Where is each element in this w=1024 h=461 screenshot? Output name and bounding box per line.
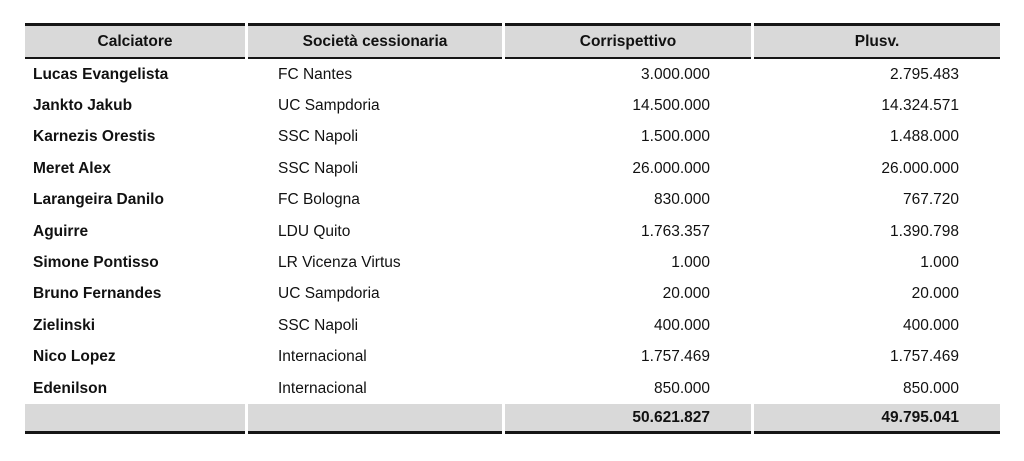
player-name: Lucas Evangelista: [25, 59, 245, 90]
table-row: [25, 59, 1000, 90]
gain-value: 1.390.798: [754, 216, 1000, 247]
player-name: Jankto Jakub: [25, 90, 245, 121]
player-name: Simone Pontisso: [25, 247, 245, 278]
gain-value: 400.000: [754, 310, 1000, 341]
club-name: Internacional: [248, 373, 502, 404]
table-total-row: [25, 404, 1000, 434]
table-row: [25, 247, 1000, 278]
table-body: [25, 59, 1000, 404]
gain-value: 850.000: [754, 373, 1000, 404]
fee-value: 14.500.000: [505, 90, 751, 121]
club-name: FC Bologna: [248, 185, 502, 216]
table-row: [25, 216, 1000, 247]
club-name: LR Vicenza Virtus: [248, 247, 502, 278]
fee-value: 1.757.469: [505, 342, 751, 373]
player-sales-table: [25, 23, 1000, 434]
player-name: Bruno Fernandes: [25, 279, 245, 310]
fee-value: 26.000.000: [505, 153, 751, 184]
fee-value: 1.500.000: [505, 122, 751, 153]
player-name: Aguirre: [25, 216, 245, 247]
gain-value: 1.488.000: [754, 122, 1000, 153]
club-name: SSC Napoli: [248, 310, 502, 341]
fee-value: 3.000.000: [505, 59, 751, 90]
total-empty-player-cell: [25, 404, 245, 434]
player-name: Zielinski: [25, 310, 245, 341]
table-row: [25, 185, 1000, 216]
fee-value: 1.763.357: [505, 216, 751, 247]
fee-value: 400.000: [505, 310, 751, 341]
total-empty-club-cell: [248, 404, 502, 434]
table-row: [25, 90, 1000, 121]
gain-value: 14.324.571: [754, 90, 1000, 121]
player-name: Meret Alex: [25, 153, 245, 184]
column-header-calciatore: Calciatore: [25, 23, 245, 59]
player-name: Edenilson: [25, 373, 245, 404]
club-name: UC Sampdoria: [248, 90, 502, 121]
gain-value: 767.720: [754, 185, 1000, 216]
gain-value: 26.000.000: [754, 153, 1000, 184]
club-name: Internacional: [248, 342, 502, 373]
player-name: Larangeira Danilo: [25, 185, 245, 216]
gain-value: 2.795.483: [754, 59, 1000, 90]
fee-value: 20.000: [505, 279, 751, 310]
table-row: [25, 373, 1000, 404]
club-name: LDU Quito: [248, 216, 502, 247]
gain-value: 1.757.469: [754, 342, 1000, 373]
gain-value: 1.000: [754, 247, 1000, 278]
column-header-plusv: Plusv.: [754, 23, 1000, 59]
table-row: [25, 310, 1000, 341]
table-header-row: [25, 23, 1000, 59]
column-header-corrispettivo: Corrispettivo: [505, 23, 751, 59]
table-row: [25, 342, 1000, 373]
fee-value: 850.000: [505, 373, 751, 404]
club-name: FC Nantes: [248, 59, 502, 90]
club-name: SSC Napoli: [248, 122, 502, 153]
table-row: [25, 153, 1000, 184]
player-name: Karnezis Orestis: [25, 122, 245, 153]
table-row: [25, 279, 1000, 310]
total-plusv: 49.795.041: [754, 404, 1000, 434]
fee-value: 1.000: [505, 247, 751, 278]
player-name: Nico Lopez: [25, 342, 245, 373]
column-header-societa-cessionaria: Società cessionaria: [248, 23, 502, 59]
total-corrispettivo: 50.621.827: [505, 404, 751, 434]
club-name: SSC Napoli: [248, 153, 502, 184]
gain-value: 20.000: [754, 279, 1000, 310]
fee-value: 830.000: [505, 185, 751, 216]
club-name: UC Sampdoria: [248, 279, 502, 310]
table-row: [25, 122, 1000, 153]
